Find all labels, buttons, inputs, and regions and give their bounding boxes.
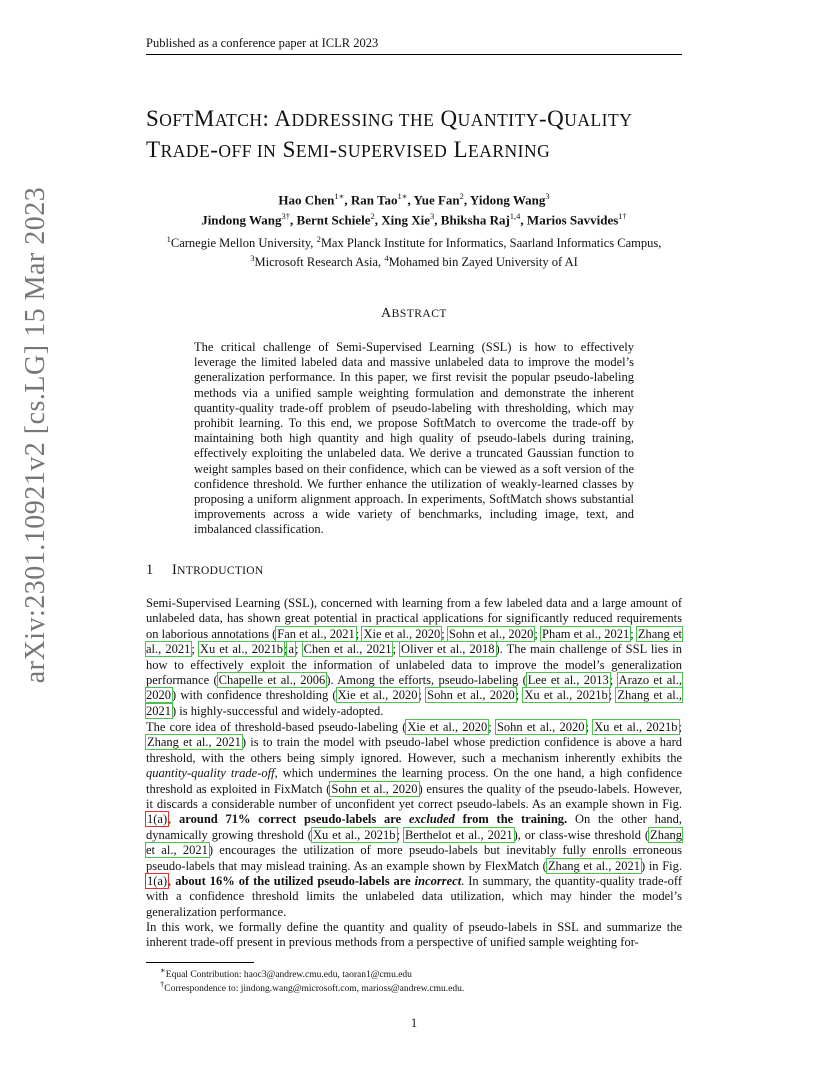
author-line-1: Hao Chen$^{1∗}$, Ran Tao$^{1∗}$, Yue Fan$^2$, Yidong Wang$^3$ [278, 191, 550, 208]
citation-link[interactable]: Sohn et al., 2020 [331, 781, 418, 796]
affiliations [146, 232, 682, 270]
citation-link[interactable]: Xie et al., 2020 [407, 720, 488, 734]
citation-link[interactable]: Xu et al., 2021b [524, 688, 608, 703]
citation-link[interactable]: Zhang et al., 2021 [146, 827, 682, 858]
citation-link[interactable]: Xu et al., 2021b [312, 827, 396, 842]
abstract-heading: ABSTRACT [381, 306, 447, 321]
arxiv-identifier [10, 186, 62, 684]
intro-paragraph-2: The core idea of threshold-based pseudo-labeling (Xie et al., 2020; Sohn et al., 2020; Xu et al., 2021b; Zhang et al., 2021) is to train the model with pseudo-label whose prediction confidence is above a hard threshold, with the others being simply ignored. However, such a mechanism inherently exhibits the quantity-quality trade-off, which undermines the learning process. On the one hand, a high confidence threshold as exploited in FixMatch (Sohn et al., 2020) ensures the quality of the pseudo-labels. However, it discards a considerable number of unconfident yet correct pseudo-labels. As an example shown in Fig. 1(a), around 71% correct pseudo-labels are excluded from the training. On the other hand, dynamically growing threshold (Xu et al., 2021b; Berthelot et al., 2021), or class-wise threshold (Zhang et al., 2021) encourages the utilization of more pseudo-labels but inevitably fully enrolls erroneous pseudo-labels that may mislead training. As an example shown by FlexMatch (Zhang et al., 2021) in Fig. 1(a), about 16% of the utilized pseudo-labels are incorrect. In summary, the quantity-quality trade-off with a confidence threshold limits the unlabeled data utilization, which may hinder the model’s generalization performance. [146, 720, 683, 919]
citation-link[interactable]: Xie et al., 2020 [363, 626, 441, 641]
affiliation-line-1: $^1$Carnegie Mellon University, $^2$Max Planck Institute for Informatics, Saarland Informatics Campus, [166, 234, 662, 251]
header-rule [146, 54, 682, 55]
figure-reference-link[interactable]: 1(a) [147, 874, 168, 889]
citation-link[interactable]: Arazo et al., 2020 [146, 673, 682, 703]
footnote-rule [146, 962, 254, 963]
citation-link[interactable]: Xu et al., 2021b [199, 642, 283, 657]
author-list [146, 188, 682, 229]
abstract-text: The critical challenge of Semi-Supervised Learning (SSL) is how to effectively leverage the limited labeled data and massive unlabeled data to improve the model’s generalization performance. In this paper, we first revisit the popular pseudo-labeling methods via a unified sample weighting formulation and demonstrate the inherent quantity-quality trade-off problem of pseudo-labeling with thresholding, which may prohibit learning. To this end, we propose SoftMatch to overcome the trade-off by maintaining both high quantity and high quality of pseudo-labels during training, effectively exploiting the unlabeled data. We derive a truncated Gaussian function to weight samples based on their confidence, which can be viewed as a soft version of the confidence threshold. We further enhance the utilization of weakly-learned classes by proposing a uniform alignment approach. In experiments, SoftMatch shows substantial improvements across a wide variety of benchmarks, including image, text, and imbalanced classification. [194, 340, 634, 537]
citation-link[interactable]: Zhang et al., 2021 [147, 735, 241, 750]
title-line-1: SOFTMATCH: ADDRESSING THE QUANTITY-QUALITY [146, 106, 633, 131]
page-number: 1 [410, 1016, 418, 1030]
citation-link[interactable]: Zhang et al., 2021 [146, 626, 682, 657]
citation-link[interactable]: Berthelot et al., 2021 [404, 827, 513, 842]
citation-link[interactable]: Zhang et al., 2021 [547, 858, 641, 873]
citation-link[interactable]: Xu et al., 2021b [594, 720, 678, 734]
citation-link[interactable]: Pham et al., 2021 [542, 626, 630, 641]
citation-link[interactable]: Sohn et al., 2020 [496, 720, 585, 734]
citation-link[interactable]: Sohn et al., 2020 [427, 688, 515, 703]
citation-link[interactable]: a [288, 642, 295, 657]
affiliation-line-2: $^3$Microsoft Research Asia, $^4$Mohamed bin Zayed University of AI [250, 253, 578, 270]
section-heading-introduction: 1 INTRODUCTION [146, 562, 264, 578]
figure-reference-link[interactable]: 1(a) [147, 812, 168, 827]
citation-link[interactable]: Chapelle et al., 2006 [218, 673, 326, 688]
intro-paragraph-1: Semi-Supervised Learning (SSL), concerned with learning from a few labeled data and a large amount of unlabeled data, has shown great potential in practical applications for significantly reduced requirements on laborious annotations (Fan et al., 2021; Xie et al., 2020; Sohn et al., 2020; Pham et al., 2021; Zhang et al., 2021; Xu et al., 2021b;a; Chen et al., 2021; Oliver et al., 2018). The main challenge of SSL lies in how to effectively exploit the information of unlabeled data to improve the model’s generalization performance (Chapelle et al., 2006). Among the efforts, pseudo-labeling (Lee et al., 2013; Arazo et al., 2020) with confidence thresholding (Xie et al., 2020; Sohn et al., 2020; Xu et al., 2021b; Zhang et al., 2021) is highly-successful and widely-adopted. [146, 596, 682, 718]
author-line-2: Jindong Wang$^{3\dagger}$, Bernt Schiele$^2$, Xing Xie$^3$, Bhiksha Raj$^{1,4}$, Marios Savvides$^{1\dagger}$ [201, 211, 627, 228]
footnote-correspondence: †Correspondence to: jindong.wang@microsoft.com, marioss@andrew.cmu.edu. [160, 979, 465, 995]
citation-link[interactable]: Zhang et al., 2021 [146, 688, 682, 718]
citation-link[interactable]: Fan et al., 2021 [277, 626, 355, 641]
footnote-equal-contribution: ∗Equal Contribution: haoc3@andrew.cmu.edu, taoran1@cmu.edu [160, 965, 412, 981]
running-header: Published as a conference paper at ICLR 2023 [146, 36, 379, 50]
title-line-2: TRADE-OFF IN SEMI-SUPERVISED LEARNING [146, 137, 551, 162]
citation-link[interactable]: Xie et al., 2020 [337, 688, 418, 703]
paper-title [146, 104, 706, 166]
arxiv-identifier-text: arXiv:2301.10921v2 [cs.LG] 15 Mar 2023 [20, 186, 51, 684]
intro-paragraph-3: In this work, we formally define the quantity and quality of pseudo-labels in SSL and summarize the inherent trade-off present in previous methods from a perspective of unified sample weighting for- [146, 920, 682, 950]
citation-link[interactable]: Chen et al., 2021 [303, 642, 392, 657]
citation-link[interactable]: Lee et al., 2013 [527, 673, 609, 688]
citation-link[interactable]: Sohn et al., 2020 [448, 626, 534, 641]
citation-link[interactable]: Oliver et al., 2018 [401, 642, 495, 657]
